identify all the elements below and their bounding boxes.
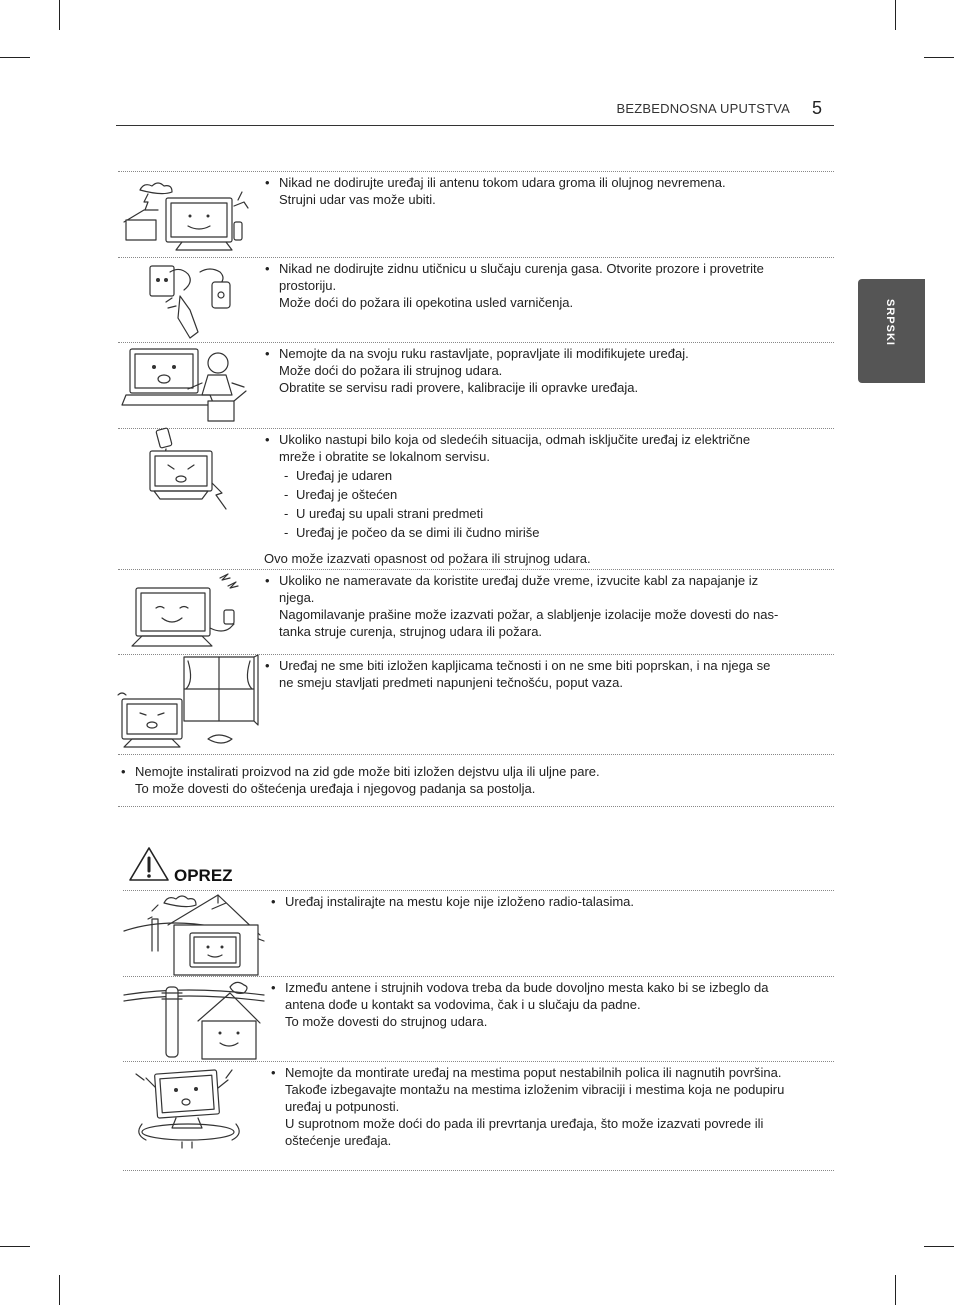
crop-mark: [924, 1246, 954, 1247]
crop-mark: [59, 0, 60, 30]
damaged-tv-illustration: [140, 429, 240, 513]
unplugged-tv-illustration: [132, 570, 252, 654]
caution-title: OPREZ: [174, 866, 233, 885]
sub-list-item: - Uređaj je oštećen: [265, 486, 825, 503]
crop-mark: [0, 57, 30, 58]
row-2-text: [265, 260, 825, 311]
tv-window-water-illustration: [118, 655, 258, 753]
row-4-note: Ovo može izazvati opasnost od požara ili strujnog udara.: [264, 551, 591, 566]
crop-mark: [895, 0, 896, 30]
crop-mark: [924, 57, 954, 58]
language-tab: [858, 279, 925, 383]
language-tab-label: SRPSKI: [884, 299, 896, 346]
row-3-text: [265, 345, 825, 396]
row-separator: [118, 806, 834, 807]
antenna-power-line-illustration: [124, 977, 264, 1061]
row-6-text: [265, 657, 825, 691]
section-title: BEZBEDNOSNA UPUTSTVA: [616, 101, 790, 116]
row-separator: [123, 1170, 834, 1171]
bullet-item: • Ukoliko ne nameravate da koristite uređaj duže vreme, izvucite kabl za napajanje iz njega. Nagomilavanje prašine može izazvati požar, a slabljenje izolacije može dovesti do nas- tanka struje curenja, strujnog udara ili požara.: [265, 572, 825, 640]
bullet-item: • Ukoliko nastupi bilo koja od sledećih situacija, odmah isključite uređaj iz električne mreže i obratite se lokalnom servisu.: [265, 431, 825, 465]
unstable-tv-illustration: [132, 1062, 252, 1156]
row-separator: [118, 754, 834, 755]
sub-list-item: - U uređaj su upali strani predmeti: [265, 505, 825, 522]
warning-triangle-icon: [128, 846, 170, 882]
bullet-item: • Nemojte da montirate uređaj na mestima poput nestabilnih polica ili nagnutih površina. Takođe izbegavajte montažu na mestima izloženim vibraciji i mestima koja ne podupiru uređaj u potpunosti. U suprotnom može doći do pada ili prevrtanja uređaja, što može izazvati povrede ili oštećenje uređaja.: [271, 1064, 831, 1149]
row-1-text: [265, 174, 825, 208]
caution-row-1-text: [271, 893, 831, 910]
wall-socket-gas-illustration: [140, 258, 240, 342]
bullet-item: • Nemojte instalirati proizvod na zid gde može biti izložen dejstvu ulja ili uljne pare. To može dovesti do oštećenja uređaja i njegovog padanja sa postolja.: [121, 763, 821, 797]
row-4-text: [265, 431, 825, 541]
tv-storm-illustration: [122, 172, 257, 256]
crop-mark: [0, 1246, 30, 1247]
header-rule: [116, 125, 834, 126]
bullet-item: • Nemojte da na svoju ruku rastavljate, popravljate ili modifikujete uređaj. Može doći do požara ili strujnog udara. Obratite se servisu radi provere, kalibracije ili opravke uređaja.: [265, 345, 825, 396]
bullet-item: • Nikad ne dodirujte zidnu utičnicu u slučaju curenja gasa. Otvorite prozore i provetrite prostoriju. Može doći do požara ili opekotina usled varničenja.: [265, 260, 825, 311]
bullet-item: • Uređaj instalirajte na mestu koje nije izloženo radio-talasima.: [271, 893, 831, 910]
bullet-item: • Između antene i strujnih vodova treba da bude dovoljno mesta kako bi se izbeglo da antena dođe u kontakt sa vodovima, čak i u slučaju da padne. To može dovesti do strujnog udara.: [271, 979, 831, 1030]
tv-repair-illustration: [122, 343, 257, 427]
sub-list-item: - Uređaj je udaren: [265, 467, 825, 484]
house-antenna-illustration: [124, 891, 264, 975]
crop-mark: [895, 1275, 896, 1305]
bullet-item: • Uređaj ne sme biti izložen kapljicama tečnosti i on ne sme biti poprskan, i na njega se ne smeju stavljati predmeti napunjeni tečnošću, poput vaza.: [265, 657, 825, 691]
bullet-item: • Nikad ne dodirujte uređaj ili antenu tokom udara groma ili olujnog nevremena. Strujni udar vas može ubiti.: [265, 174, 825, 208]
page-number: 5: [812, 98, 823, 118]
caution-row-3-text: [271, 1064, 831, 1149]
wall-oil-note: [121, 763, 821, 797]
caution-row-2-text: [271, 979, 831, 1030]
row-5-text: [265, 572, 825, 640]
crop-mark: [59, 1275, 60, 1305]
sub-list-item: - Uređaj je počeo da se dimi ili čudno miriše: [265, 524, 825, 541]
